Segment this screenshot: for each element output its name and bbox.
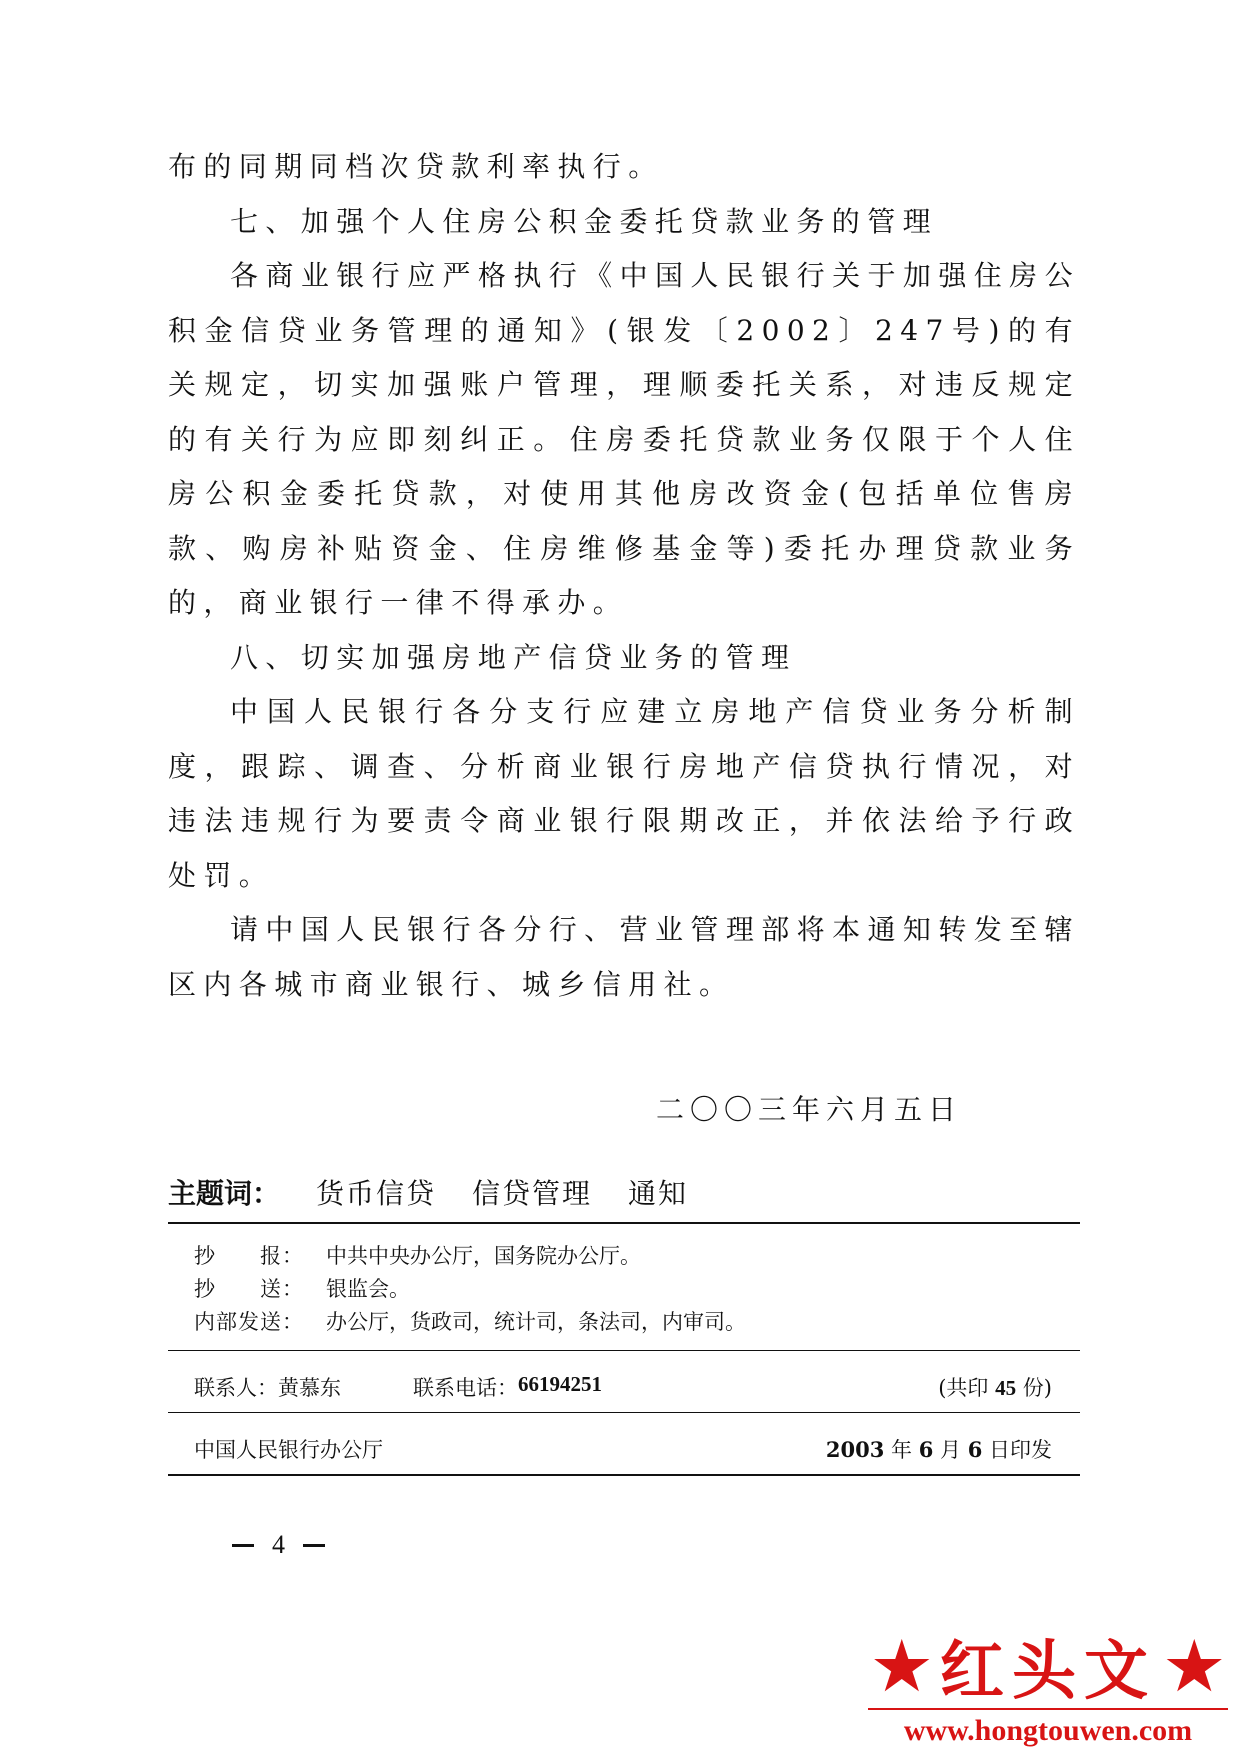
paragraph-5: 请中国人民银行各分行、营业管理部将本通知转发至辖区内各城市商业银行、城乡信用社。 — [168, 913, 1080, 1001]
distribution-row — [194, 1306, 746, 1339]
print-date — [826, 1434, 1052, 1464]
distribution-list — [194, 1240, 746, 1339]
distribution-row — [194, 1273, 746, 1306]
copies-open: (共印 — [938, 1376, 989, 1400]
distribution-value: 办公厅，货政司，统计司，条法司，内审司。 — [326, 1310, 746, 1334]
section-heading-8: 八、切实加强房地产信贷业务的管理 — [230, 640, 797, 674]
watermark-title-row — [862, 1624, 1234, 1708]
watermark-title: 红头文 — [940, 1635, 1156, 1709]
copies-close: 份) — [1022, 1376, 1052, 1400]
star-icon: ★ — [1162, 1624, 1227, 1708]
page-number-value: 4 — [272, 1530, 285, 1559]
paragraph-2: 各商业银行应严格执行《中国人民银行关于加强住房公积金信贷业务管理的通知》(银发〔2002〕247号)的有关规定，切实加强账户管理，理顺委托关系，对违反规定的有关行为应即刻纠正。住房委托贷款业务仅限于个人住房公积金委托贷款，对使用其他房改资金(包括单位售房款、购房补贴资金、住房维修基金等)委托办理贷款业务的，商业银行一律不得承办。 — [168, 259, 1080, 619]
copies-number: 45 — [995, 1376, 1017, 1400]
keyword-item: 信贷管理 — [472, 1177, 593, 1210]
keyword-item: 货币信贷 — [316, 1177, 437, 1210]
star-icon: ★ — [869, 1624, 934, 1708]
contact-phone: 66194251 — [518, 1372, 602, 1396]
distribution-row — [194, 1240, 746, 1273]
distribution-value: 银监会。 — [326, 1277, 410, 1301]
print-day: 6 — [967, 1437, 983, 1462]
divider-line — [168, 1222, 1080, 1224]
divider-line — [168, 1350, 1080, 1351]
divider-line — [168, 1474, 1080, 1476]
divider-line — [168, 1412, 1080, 1413]
copies-count — [938, 1372, 1052, 1402]
keywords-label: 主题词： — [168, 1177, 281, 1210]
issue-date: 二〇〇三年六月五日 — [656, 1093, 963, 1126]
distribution-label: 抄 送： — [194, 1277, 304, 1301]
print-month: 6 — [918, 1437, 934, 1462]
document-body — [168, 140, 1080, 1012]
distribution-label: 抄 报： — [194, 1244, 304, 1268]
contact-person-label: 联系人： — [194, 1376, 278, 1400]
distribution-label: 内部发送： — [194, 1310, 304, 1334]
section-heading-7: 七、加强个人住房公积金委托贷款业务的管理 — [230, 204, 939, 238]
keyword-item: 通知 — [628, 1177, 689, 1210]
subject-keywords — [168, 1172, 688, 1212]
print-year-suffix: 年 — [891, 1438, 912, 1462]
contact-person: 黄慕东 — [278, 1376, 341, 1400]
issuer-row — [194, 1434, 1052, 1464]
paragraph-0: 布的同期同档次贷款利率执行。 — [168, 150, 664, 183]
issuer-name: 中国人民银行办公厅 — [194, 1438, 383, 1462]
contact-phone-label: 联系电话： — [413, 1376, 518, 1400]
page-number — [214, 1530, 343, 1560]
paragraph-4: 中国人民银行各分支行应建立房地产信贷业务分析制度，跟踪、调查、分析商业银行房地产信贷执行情况，对违法违规行为要责令商业银行限期改正，并依法给予行政处罚。 — [168, 695, 1080, 892]
print-month-suffix: 月 — [940, 1438, 961, 1462]
distribution-value: 中共中央办公厅，国务院办公厅。 — [326, 1244, 641, 1268]
dash-left — [232, 1544, 254, 1547]
watermark-url: www.hongtouwen.com — [868, 1708, 1228, 1748]
contact-row — [194, 1372, 1052, 1402]
watermark-logo — [862, 1624, 1234, 1754]
print-year: 2003 — [825, 1437, 885, 1462]
dash-right — [303, 1544, 325, 1547]
print-day-suffix: 日印发 — [989, 1438, 1052, 1462]
